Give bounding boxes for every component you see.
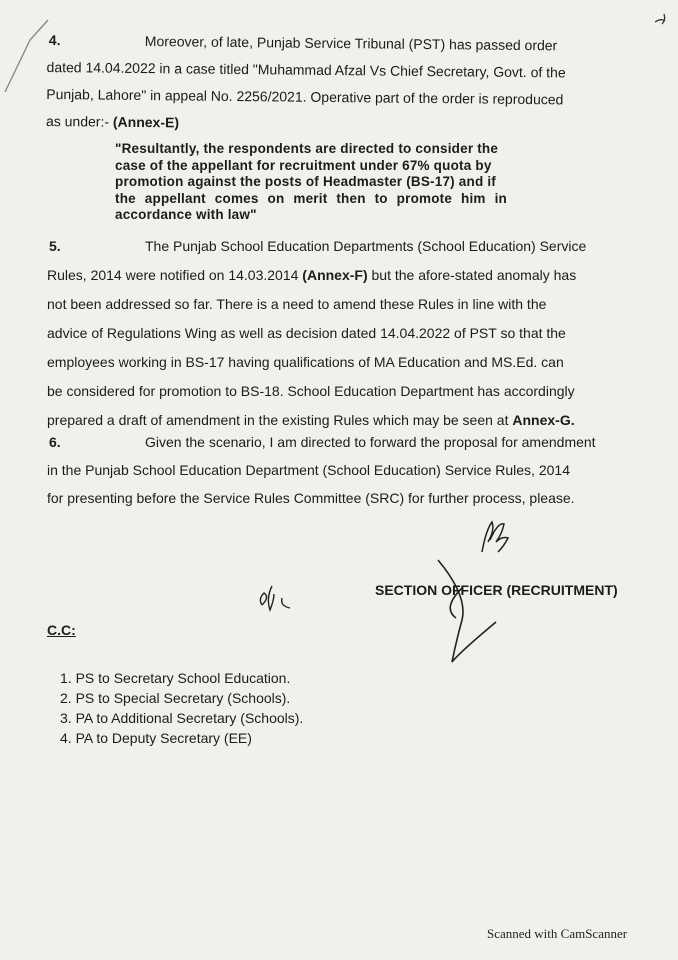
paragraph-5-line-4: advice of Regulations Wing as well as decision dated 14.04.2022 of PST so that the [47,325,566,341]
paragraph-4-number: 4. [48,32,61,49]
paragraph-5-line-1: The Punjab School Education Departments (School Education) Service [145,238,587,254]
cc-list [60,668,303,748]
quote-line-1: "Resultantly, the respondents are directed to consider the [115,141,499,156]
paragraph-6-line-2: in the Punjab School Education Department (School Education) Service Rules, 2014 [47,462,570,478]
quote-line-3: promotion against the posts of Headmaster (BS-17) and if [115,174,496,189]
annex-e-reference: (Annex-E) [112,113,180,131]
quote-line-2: case of the appellant for recruitment under 67% quota by [115,157,492,173]
paragraph-6-line-3: for presenting before the Service Rules Committee (SRC) for further process, please. [47,490,575,506]
scanner-watermark: Scanned with CamScanner [487,926,628,941]
quote-line-4: the appellant comes on merit then to promote him in [115,190,507,206]
paragraph-5-line-5: employees working in BS-17 having qualifications of MA Education and MS.Ed. can [47,354,564,370]
paragraph-4-line-4-text: as under:- [45,112,114,130]
cc-item-1: 1. PS to Secretary School Education. [60,670,291,686]
cc-item-2: 2. PS to Special Secretary (Schools). [60,690,291,706]
cc-item-4: 4. PA to Deputy Secretary (EE) [60,730,252,746]
annex-f-reference: (Annex-F) [302,267,368,283]
paragraph-5-line-3: not been addressed so far. There is a need to amend these Rules in line with the [47,296,547,312]
paragraph-5-line-6: be considered for promotion to BS-18. School Education Department has accordingly [47,383,575,399]
paragraph-4-line-3: Punjab, Lahore" in appeal No. 2256/2021. Operative part of the order is reproduced [46,85,564,108]
cc-item-3: 3. PA to Additional Secretary (Schools). [60,710,304,726]
annex-g-reference: Annex-G. [512,412,575,428]
signature-designation: SECTION OFFICER (RECRUITMENT) [375,582,618,598]
paragraph-5-line-2-suffix: but the afore-stated anomaly has [367,267,577,283]
paragraph-5-number: 5. [49,238,61,254]
officer-initials [482,522,508,552]
handwritten-initials [260,586,290,610]
paragraph-6-line-1: Given the scenario, I am directed to forward the proposal for amendment [145,434,596,450]
paragraph-6-number: 6. [49,434,61,450]
paragraph-5-line-7-text: prepared a draft of amendment in the existing Rules which may be seen at [47,412,513,428]
paragraph-4-line-1: Moreover, of late, Punjab Service Tribunal (PST) has passed order [144,33,558,54]
paragraph-4-line-2: dated 14.04.2022 in a case titled "Muhammad Afzal Vs Chief Secretary, Govt. of the [46,58,566,81]
officer-signature [438,560,496,662]
paragraph-5-line-2-text: Rules, 2014 were notified on 14.03.2014 [47,267,303,283]
corner-mark [655,14,665,24]
margin-pencil-stroke [5,20,48,92]
cc-heading: C.C: [47,622,76,638]
quote-line-5: accordance with law" [115,207,257,222]
